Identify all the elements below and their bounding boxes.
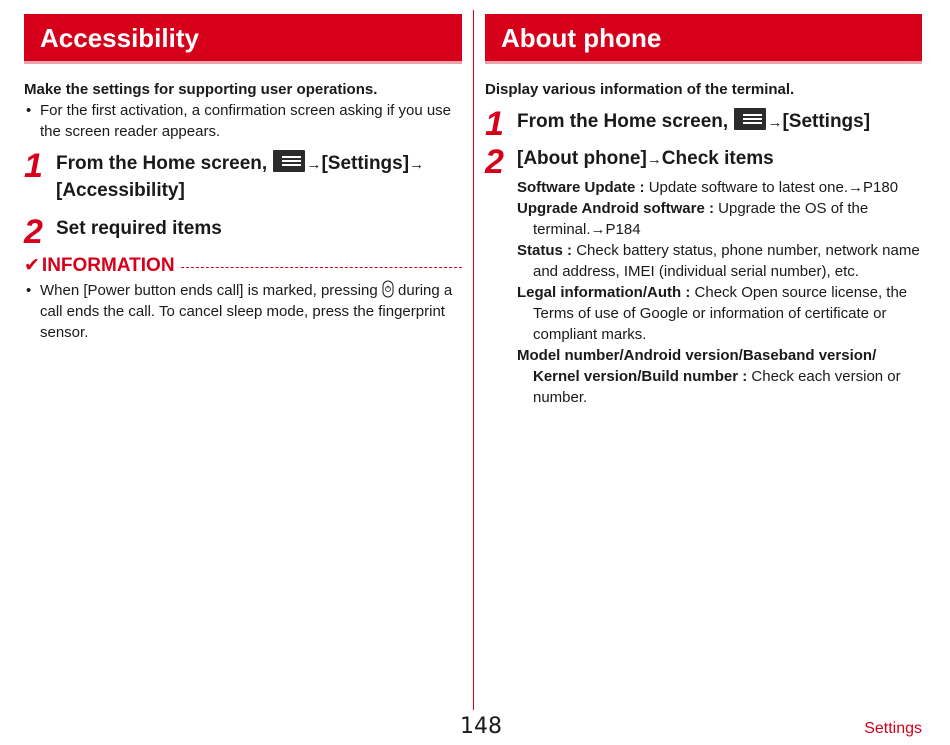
arrow-icon: →	[306, 156, 322, 173]
item-term: Software Update	[517, 179, 636, 196]
item-desc: Check each version or number.	[533, 368, 901, 406]
item-separator: :	[635, 179, 649, 196]
item-separator: :	[738, 368, 752, 385]
step-text-post2: [Accessibility]	[56, 180, 185, 201]
information-label: INFORMATION	[41, 255, 175, 276]
step-number: 1	[24, 147, 43, 185]
chapter-tag: Settings	[864, 720, 922, 737]
step-1	[485, 105, 922, 143]
dashed-rule	[181, 267, 462, 268]
item-desc: Update software to latest one.	[648, 179, 848, 196]
item-separator: :	[562, 242, 577, 259]
item-legal-information	[517, 282, 922, 345]
arrow-icon: →	[590, 221, 606, 238]
info-text-post: during a call ends the call. To cancel sleep mode, press the fingerprint sensor.	[40, 282, 453, 341]
information-note	[24, 280, 462, 343]
item-separator: :	[681, 284, 695, 301]
step-text-pre: From the Home screen,	[56, 153, 268, 174]
step-2	[24, 213, 462, 251]
step-text-post: [Settings]	[782, 111, 871, 132]
step-text	[517, 146, 922, 173]
information-heading	[24, 254, 462, 278]
about-phone-column	[485, 14, 922, 408]
arrow-icon: →	[646, 151, 662, 168]
item-term: Upgrade Android software	[517, 200, 705, 217]
lead-text: Display various information of the terminal.	[485, 81, 795, 98]
page-ref: P184	[605, 221, 641, 238]
arrow-icon: →	[848, 179, 863, 196]
arrow-icon: →	[409, 156, 425, 173]
item-status	[517, 240, 922, 282]
step-text: Set required items	[56, 218, 222, 239]
page-number: 148	[460, 714, 502, 739]
menu-icon	[734, 108, 766, 130]
step-text-pre: From the Home screen,	[517, 111, 729, 132]
step-text	[56, 150, 462, 204]
item-desc: Upgrade the OS of the terminal.	[533, 200, 869, 238]
arrow-icon: →	[767, 114, 783, 131]
item-term: Status	[517, 242, 563, 259]
accessibility-column	[24, 14, 462, 343]
lead-text: Make the settings for supporting user operations.	[24, 81, 378, 98]
column-divider	[473, 10, 474, 710]
step-2	[485, 143, 922, 181]
item-term: Model number/Android version/Baseband version/ Kernel version/Build number	[517, 347, 877, 385]
item-upgrade-android	[517, 198, 922, 240]
page-ref: P180	[863, 179, 899, 196]
menu-icon	[273, 150, 305, 172]
step-text-post: Check items	[661, 148, 774, 169]
step-number: 2	[485, 143, 504, 181]
step-text	[517, 108, 922, 136]
item-version-info	[517, 345, 922, 408]
item-separator: :	[704, 200, 719, 217]
check-icon: ✔	[24, 255, 40, 276]
item-software-update	[517, 177, 922, 198]
about-phone-items	[485, 177, 922, 408]
section-header-accessibility: Accessibility	[24, 14, 462, 64]
item-term: Legal information/Auth	[517, 284, 682, 301]
step-number: 1	[485, 105, 504, 143]
step-text-pre: [About phone]	[517, 148, 647, 169]
power-button-icon	[382, 280, 394, 298]
info-text-pre: When [Power button ends call] is marked, pressing	[40, 282, 378, 299]
bullet-note: • For the first activation, a confirmation screen asking if you use the screen reader appears.	[24, 100, 462, 142]
step-number: 2	[24, 213, 43, 251]
section-header-about-phone: About phone	[485, 14, 922, 64]
item-desc: Check Open source license, the Terms of use of Google or information of certificate or compliant marks.	[533, 284, 908, 343]
step-1	[24, 147, 462, 204]
item-desc: Check battery status, phone number, network name and address, IMEI (individual serial number), etc.	[533, 242, 920, 280]
step-text-post: [Settings]	[321, 153, 410, 174]
